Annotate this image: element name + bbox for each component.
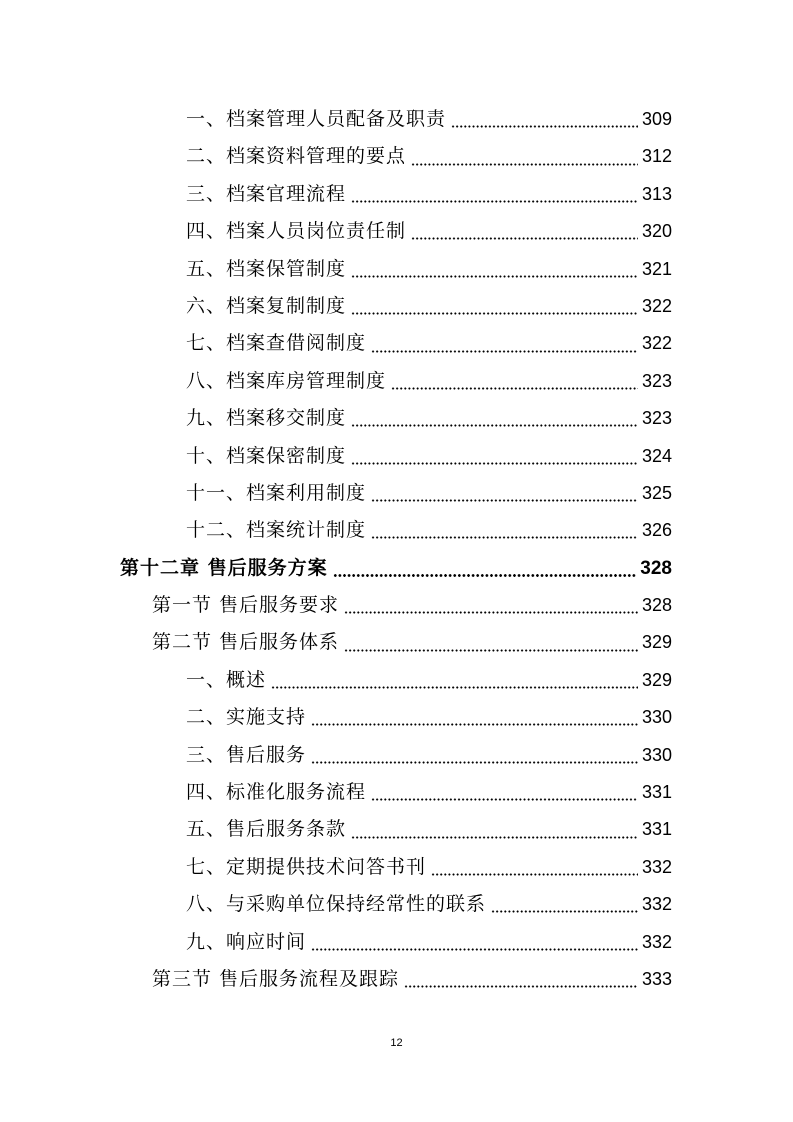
toc-entry-page: 325 (641, 482, 672, 503)
dot-leader (411, 237, 638, 240)
dot-leader (311, 723, 638, 726)
toc-entry-title: 第二节 售后服务体系 (152, 631, 340, 654)
dot-leader (431, 873, 638, 876)
toc-section-entry[interactable] (0, 961, 793, 998)
toc-entry-title: 二、档案资料管理的要点 (186, 145, 407, 168)
toc-entry-title: 九、档案移交制度 (186, 407, 347, 430)
toc-entry-title: 六、档案复制制度 (186, 294, 347, 317)
toc-entry-title: 第十二章 售后服务方案 (120, 556, 328, 579)
toc-entry-title: 十一、档案利用制度 (186, 481, 367, 504)
toc-entry-title: 四、标准化服务流程 (186, 781, 367, 804)
toc-entry-title: 七、档案查借阅制度 (186, 332, 367, 355)
dot-leader (371, 350, 638, 353)
toc-entry-page: 321 (641, 258, 672, 279)
toc-section-entry[interactable] (0, 587, 793, 624)
toc-entry-page: 330 (641, 744, 672, 765)
dot-leader (371, 798, 638, 801)
toc-entry[interactable] (0, 213, 793, 250)
toc-entry[interactable] (0, 325, 793, 362)
toc-entry-page: 330 (641, 707, 672, 728)
toc-entry-page: 331 (641, 782, 672, 803)
dot-leader (344, 611, 638, 614)
toc-entry[interactable] (0, 512, 793, 549)
toc-entry-title: 七、定期提供技术问答书刊 (186, 855, 427, 878)
toc-entry-title: 一、档案管理人员配备及职责 (186, 108, 447, 130)
toc-section-entry[interactable] (0, 624, 793, 661)
toc-entry-title: 八、与采购单位保持经常性的联系 (186, 893, 487, 916)
toc-entry-page: 328 (640, 557, 672, 579)
toc-entry[interactable] (0, 774, 793, 811)
toc-entry-page: 331 (641, 819, 672, 840)
dot-leader (351, 312, 638, 315)
dot-leader (311, 761, 638, 764)
toc-entry[interactable] (0, 699, 793, 736)
toc-entry-page: 309 (641, 109, 672, 129)
toc-entry-title: 十二、档案统计制度 (186, 519, 367, 542)
page-number: 12 (390, 1037, 403, 1049)
dot-leader (351, 424, 638, 427)
toc-entry-page: 323 (641, 408, 672, 429)
table-of-contents (0, 101, 793, 998)
toc-entry-title: 第一节 售后服务要求 (152, 594, 340, 617)
toc-entry[interactable] (0, 176, 793, 213)
dot-leader (371, 499, 638, 502)
toc-entry-page: 323 (641, 370, 672, 391)
dot-leader (491, 910, 638, 913)
toc-entry-page: 322 (641, 295, 672, 316)
dot-leader (371, 536, 638, 539)
toc-entry[interactable] (0, 138, 793, 175)
toc-entry-page: 332 (641, 931, 672, 952)
toc-entry-page: 332 (641, 856, 672, 877)
toc-entry-page: 326 (641, 520, 672, 541)
toc-entry-page: 312 (641, 146, 672, 167)
toc-entry-page: 332 (641, 894, 672, 915)
toc-entry-page: 320 (641, 221, 672, 242)
toc-entry[interactable] (0, 438, 793, 475)
dot-leader (271, 686, 638, 689)
toc-entry-title: 五、售后服务条款 (186, 818, 347, 841)
toc-entry-page: 324 (641, 445, 672, 466)
toc-entry-title: 三、售后服务 (186, 743, 307, 766)
toc-entry[interactable] (0, 363, 793, 400)
dot-leader (351, 462, 638, 465)
dot-leader (351, 200, 638, 203)
toc-entry[interactable] (0, 886, 793, 923)
toc-entry[interactable] (0, 251, 793, 288)
toc-entry[interactable] (0, 101, 793, 138)
dot-leader (411, 163, 638, 166)
toc-entry[interactable] (0, 288, 793, 325)
toc-entry-page: 313 (641, 183, 672, 204)
toc-entry[interactable] (0, 811, 793, 848)
dot-leader (351, 275, 638, 278)
toc-entry-page: 322 (641, 333, 672, 354)
toc-entry-title: 三、档案官理流程 (186, 182, 347, 205)
toc-entry-page: 329 (641, 669, 672, 690)
toc-entry-title: 十、档案保密制度 (186, 444, 347, 467)
dot-leader (333, 574, 637, 577)
toc-entry-title: 二、实施支持 (186, 706, 307, 729)
toc-entry-page: 333 (641, 968, 672, 989)
toc-entry-page: 329 (641, 632, 672, 653)
dot-leader (451, 125, 638, 128)
toc-entry[interactable] (0, 737, 793, 774)
toc-entry[interactable] (0, 849, 793, 886)
toc-entry-title: 四、档案人员岗位责任制 (186, 220, 407, 243)
toc-entry-title: 八、档案库房管理制度 (186, 369, 387, 392)
dot-leader (391, 387, 638, 390)
toc-entry-title: 九、响应时间 (186, 930, 307, 953)
toc-entry[interactable] (0, 400, 793, 437)
toc-entry-page: 328 (641, 595, 672, 616)
toc-entry-title: 五、档案保管制度 (186, 257, 347, 280)
toc-entry-title: 第三节 售后服务流程及跟踪 (152, 967, 400, 990)
toc-entry-title: 一、概述 (186, 668, 267, 691)
dot-leader (351, 836, 638, 839)
toc-entry[interactable] (0, 475, 793, 512)
dot-leader (311, 948, 638, 951)
toc-entry[interactable] (0, 924, 793, 961)
dot-leader (404, 985, 638, 988)
toc-entry[interactable] (0, 662, 793, 699)
toc-chapter-entry[interactable] (0, 550, 793, 587)
dot-leader (344, 649, 638, 652)
